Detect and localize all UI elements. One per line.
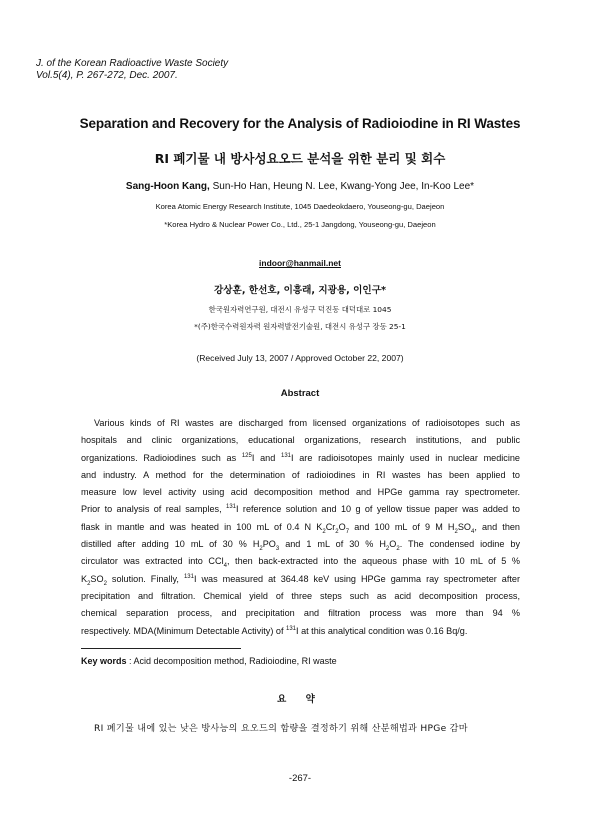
journal-volume: Vol.5(4), P. 267-272, Dec. 2007.	[36, 70, 178, 81]
keywords-label: Key words	[81, 656, 127, 666]
keywords	[81, 656, 337, 666]
first-author: Sang-Hoon Kang,	[125, 181, 210, 192]
abstract-line: hospitals and clinic organizations, educational organizations, research institutions, and public	[81, 435, 520, 446]
abstract-line: and industry. A method for the determination of radioiodines in RI wastes has been applied to	[81, 469, 520, 480]
abstract-line: circulator was extracted into CCl$_4$, then back-extracted into the aqueous phase with 10 mL of 5 %	[81, 556, 520, 570]
author-list	[0, 181, 600, 192]
affiliation-kaeri: Korea Atomic Energy Research Institute, 1045 Daedeokdaero, Youseong-gu, Daejeon	[155, 202, 445, 211]
abstract-heading: Abstract	[280, 388, 320, 399]
journal-citation	[36, 58, 228, 82]
abstract-line: respectively. MDA(Minimum Detectable Activity) of $^{131}$I at this analytical condition was 0.16 Bq/g.	[81, 625, 468, 636]
paper-title-korean: RI 폐기물 내 방사성요오드 분석을 위한 분리 및 회수	[154, 151, 446, 166]
abstract-line: Various kinds of RI wastes are discharged from licensed organizations of radioisotopes such as	[94, 418, 520, 428]
korean-abstract-body: RI 폐기물 내에 있는 낮은 방사능의 요오드의 함량을 결정하기 위해 산분해법과 HPGe 감마	[94, 724, 468, 734]
page-number: -267-	[288, 773, 312, 784]
journal-name: J. of the Korean Radioactive Waste Society	[36, 58, 229, 69]
abstract-body	[81, 415, 520, 640]
affiliation-khnp: *Korea Hydro & Nuclear Power Co., Ltd., 25-1 Jangdong, Youseong-gu, Daejeon	[164, 220, 436, 229]
affiliation-kaeri-korean: 한국원자력연구원, 대전시 유성구 덕진동 대덕대로 1045	[208, 305, 392, 314]
keywords-text: : Acid decomposition method, Radioiodine, RI waste	[126, 656, 337, 666]
abstract-line: Prior to analysis of real samples, $^{131}$I reference solution and 10 g of yellow tissue paper was added to	[81, 504, 520, 515]
abstract-line: organizations. Radioiodines such as $^{125}$I and $^{131}$I are radioisotopes mainly used in nuclear medicine	[81, 452, 520, 463]
abstract-line: measure low level activity using acid decomposition method and HPGe gamma ray spectrometer.	[81, 487, 520, 498]
keywords-divider	[81, 648, 241, 649]
author-list-korean: 강상훈, 한선호, 이흥래, 지광용, 이인구*	[214, 285, 386, 296]
abstract-line: distilled after adding 10 mL of 30 % $H_2PO_3$ and 1 mL of 30 % $H_2O_2$. The condensed iodine by	[81, 539, 520, 552]
co-authors: Sun-Ho Han, Heung N. Lee, Kwang-Yong Jee, In-Koo Lee*	[209, 181, 475, 192]
korean-abstract-heading: 요 약	[277, 694, 323, 705]
abstract-line: precipitation and filtration. Chemical yield of three steps such as acid decomposition process,	[81, 590, 520, 601]
abstract-line: chemical separation process, and precipitation and filtration process was more than 94 %	[81, 608, 520, 619]
abstract-line: flask in mantle and was heated in 100 mL of 0.4 N $K_2Cr_2O_7$ and 100 mL of 9 M $H_2SO_4$, and then	[81, 521, 520, 535]
received-dates: (Received July 13, 2007 / Approved October 22, 2007)	[196, 353, 404, 363]
paper-title-english: Separation and Recovery for the Analysis of Radioiodine in RI Wastes	[79, 116, 521, 131]
affiliation-khnp-korean: *(주)한국수력원자력 원자력발전기술원, 대전시 유성구 장동 25-1	[194, 322, 406, 331]
abstract-line: $K_2SO_2$ solution. Finally, $^{131}$I was measured at 364.48 keV using HPGe gamma ray spectrometer after	[81, 573, 520, 587]
contact-email[interactable]: indoor@hanmail.net	[259, 258, 341, 268]
